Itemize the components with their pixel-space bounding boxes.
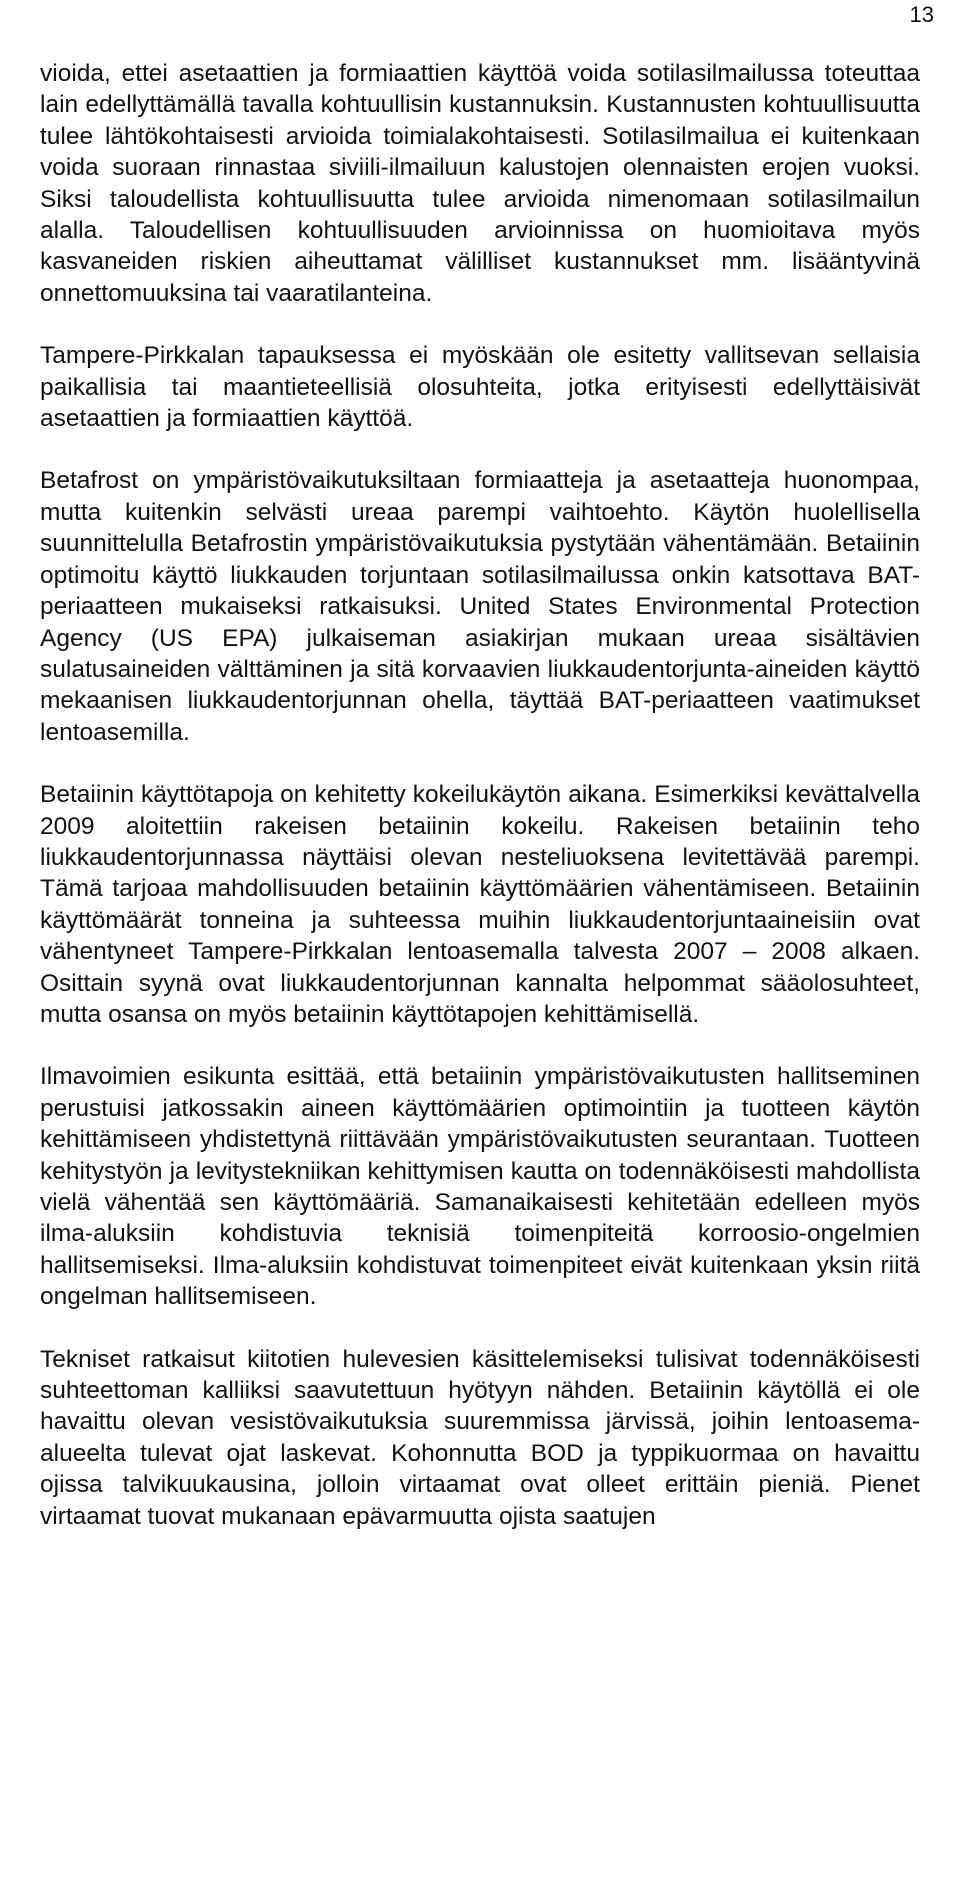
paragraph: Tampere-Pirkkalan tapauksessa ei myöskään ole esitetty vallitsevan sellaisia paikallisia tai maantieteellisiä olosuhteita, jotka erityisesti edellyttäisivät asetaattien ja formiaattien käyttöä. [40,342,920,433]
paragraph: Betafrost on ympäristövaikutuksiltaan formiaatteja ja asetaatteja huonompaa, mutta kuitenkin selvästi ureaa parempi vaihtoehto. Käytön huolellisella suunnittelulla Betafrostin ympäristövaikutuksia pystytään vähentämään. Betaiinin optimoitu käyttö liukkauden torjuntaan sotilasilmailussa onkin katsottava BAT-periaatteen mukaiseksi ratkaisuksi. United States Environmental Protection Agency (US EPA) julkaiseman asiakirjan mukaan ureaa sisältävien sulatusaineiden välttäminen ja sitä korvaavien liukkaudentorjunta-aineiden käyttö mekaanisen liukkaudentorjunnan ohella, täyttää BAT-periaatteen vaatimukset lentoasemilla. [40,467,920,746]
page-number: 13 [909,2,934,27]
paragraph: Betaiinin käyttötapoja on kehitetty kokeilukäytön aikana. Esimerkiksi kevättalvella 2009 aloitettiin rakeisen betaiinin kokeilu. Rakeisen betaiinin teho liukkaudentorjunnassa näyttäisi olevan nesteliuoksena levitettävää parempi. Tämä tarjoaa mahdollisuuden betaiinin käyttömäärien vähentämiseen. Betaiinin käyttömäärät tonneina ja suhteessa muihin liukkaudentorjuntaaineisiin ovat vähentyneet Tampere-Pirkkalan lentoasemalla talvesta 2007 – 2008 alkaen. Osittain syynä ovat liukkaudentorjunnan kannalta helpommat sääolosuhteet, mutta osansa on myös betaiinin käyttötapojen kehittämisellä. [40,781,920,1028]
paragraph: Tekniset ratkaisut kiitotien hulevesien käsittelemiseksi tulisivat todennäköisesti suhteettoman kalliiksi saavutettuun hyötyyn nähden. Betaiinin käytöllä ei ole havaittu olevan vesistövaikutuksia suuremmissa järvissä, joihin lentoasema-alueelta tulevat ojat laskevat. Kohonnutta BOD ja typpikuormaa on havaittu ojissa talvikuukausina, jolloin virtaamat ovat olleet erittäin pieniä. Pienet virtaamat tuovat mukanaan epävarmuutta ojista saatujen [40,1345,920,1530]
paragraph: Ilmavoimien esikunta esittää, että betaiinin ympäristövaikutusten hallitseminen perustuisi jatkossakin aineen käyttömäärien optimointiin ja tuotteen käytön kehittämiseen yhdistettynä riittävään ympäristövaikutusten seurantaan. Tuotteen kehitystyön ja levitystekniikan kehittymisen kautta on todennäköisesti mahdollista vielä vähentää sen käyttömääriä. Samanaikaisesti kehitetään edelleen myös ilma-aluksiin kohdistuvia teknisiä toimenpiteitä korroosio-ongelmien hallitsemiseksi. Ilma-aluksiin kohdistuvat toimenpiteet eivät kuitenkaan yksin riitä ongelman hallitsemiseen. [40,1063,920,1311]
paragraph: vioida, ettei asetaattien ja formiaattien käyttöä voida sotilasilmailussa toteuttaa lain edellyttämällä tavalla kohtuullisin kustannuksin. Kustannusten kohtuullisuutta tulee lähtökohtaisesti arvioida toimialakohtaisesti. Sotilasilmailua ei kuitenkaan voida suoraan rinnastaa siviili-ilmailuun kalustojen olennaisten erojen vuoksi. Siksi taloudellista kohtuullisuutta tulee arvioida nimenomaan sotilasilmailun alalla. Taloudellisen kohtuullisuuden arvioinnissa on huomioitava myös kasvaneiden riskien aiheuttamat välilliset kustannukset mm. lisääntyvinä onnettomuuksina tai vaaratilanteina. [40,60,920,307]
document-body [40,58,920,1532]
